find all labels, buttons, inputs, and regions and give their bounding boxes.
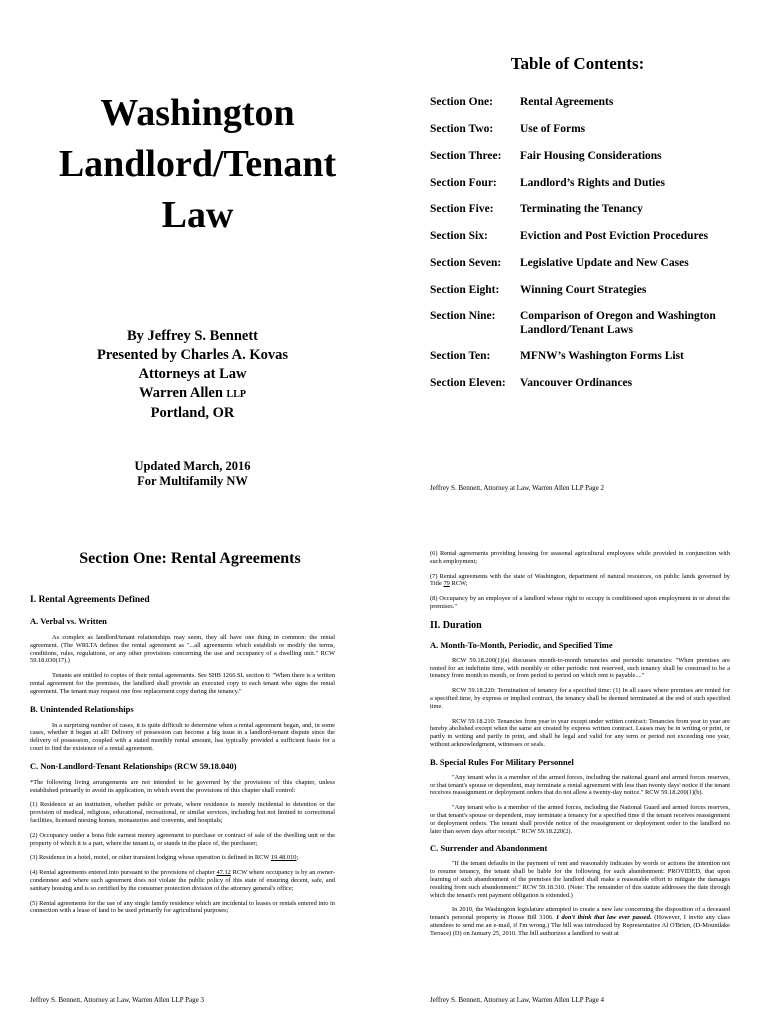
heading-month-to-month: A. Month-To-Month, Periodic, and Specified Time bbox=[430, 639, 613, 650]
author-line: Attorneys at Law bbox=[138, 366, 247, 382]
rcw-link[interactable]: 79 bbox=[443, 580, 450, 588]
toc-section-title: Vancouver Ordinances bbox=[520, 377, 633, 389]
text-run: (However, I invite any class attendees to send me an e-mail, if I'm wrong.) The bill was introduced by Representative Al O'Brien, (D-Mountlake Terrace) (D) on January 25, 2010. The bill authorizes a landlord to wait at bbox=[430, 914, 730, 937]
rcw-link[interactable]: 47.12 bbox=[216, 869, 231, 877]
firm-llp: LLP bbox=[226, 389, 246, 400]
toc-section-title: MFNW’s Washington Forms List bbox=[520, 350, 684, 362]
emphasis-text: I don't think that law ever passed. bbox=[556, 914, 652, 922]
heading-rental-agreements-defined: I. Rental Agreements Defined bbox=[30, 595, 150, 605]
toc-section: Section Eight: bbox=[430, 284, 500, 296]
title-line: Law bbox=[161, 194, 234, 236]
toc-section-title: Fair Housing Considerations bbox=[520, 150, 662, 162]
toc-section-title: Use of Forms bbox=[520, 123, 586, 135]
paragraph bbox=[430, 906, 730, 937]
author-line: By Jeffrey S. Bennett bbox=[126, 328, 259, 344]
heading-verbal-vs-written: A. Verbal vs. Written bbox=[30, 616, 107, 626]
text-run: (4) Rental agreements entered into pursuant to the provisions of chapter bbox=[30, 869, 217, 877]
paragraph: Tenants are entitled to copies of their rental agreements. See SHB 1266.SL section 6: "When there is a written rental agreement for the premises, the landlord shall provide an executed copy to each tenant who signs the rental agreement. The tenant may request one free replacement copy during the tenancy." bbox=[30, 672, 335, 695]
toc-section-title: Terminating the Tenancy bbox=[520, 203, 643, 215]
page3-body bbox=[30, 594, 335, 915]
toc-section-title: Eviction and Post Eviction Procedures bbox=[520, 230, 709, 242]
text-run: RCW; bbox=[449, 580, 468, 588]
paragraph bbox=[30, 869, 335, 892]
document-title bbox=[40, 88, 355, 241]
page4-body bbox=[430, 550, 730, 938]
toc-section: Section Three: bbox=[430, 150, 502, 162]
paragraph: In a surprising number of cases, it is quite difficult to determine when a rental agreement began, and, in some cases, whether it began at all! Delivery of possession can become a big issue in a landlord-tenant dispute since the delivery of possession, coupled with a stated monthly rental amount, has typically provided a sufficient basis for a court to find the existence of a rental agreement. bbox=[30, 721, 335, 752]
author-line bbox=[60, 384, 325, 404]
paragraph bbox=[30, 854, 335, 862]
title-line: Washington bbox=[100, 92, 295, 134]
toc-section-title: Rental Agreements bbox=[520, 96, 614, 108]
updated-line: Updated March, 2016 bbox=[134, 459, 251, 473]
toc-section: Section One: bbox=[430, 96, 493, 108]
updated-block bbox=[60, 459, 325, 489]
heading-surrender-abandonment: C. Surrender and Abandonment bbox=[430, 843, 548, 854]
paragraph: RCW 59.18.210: Tenancies from year to year except under written contract: Tenancies from year to year are hereby abolished except when the same are created by express written contract. Leases may be in writing or print, or partly in writing and partly in print, and shall be legal and valid for any term or period not exceeding one year, without acknowledgment, witnesses or seals. bbox=[430, 717, 730, 748]
toc-section-title: Landlord’s Rights and Duties bbox=[520, 177, 665, 189]
text-run: (7) Rental agreements with the state of Washington, department of natural resources, on public lands governed by Title bbox=[430, 572, 730, 588]
text-run: In 2010, the Washington legislature attempted to create a new law concerning the disposition of a deceased tenant's personal property in House Bill 3106. bbox=[430, 906, 730, 922]
heading-military-personnel: B. Special Rules For Military Personnel bbox=[430, 756, 574, 767]
text-run: RCW where occupancy is by an owner-condemnee and where such agreement does not violate the public policy of this state of ensuring decent, safe, and sanitary housing and is so certified by the consumer protection division of the attorney general's office; bbox=[30, 869, 335, 892]
toc-section: Section Nine: bbox=[430, 310, 496, 322]
toc-section: Section Six: bbox=[430, 230, 488, 242]
title-line: Landlord/Tenant bbox=[58, 143, 337, 185]
author-line: Presented by Charles A. Kovas bbox=[96, 347, 289, 363]
paragraph: "Any tenant who is a member of the armed forces, including the National Guard and armed forces reserves, or that tenant's spouse or dependent, may terminate a tenancy for a specified time if the tenant receives reassignment or deployment orders. The tenant shall provide notice of the reassignment or deployment order to the landlord no later than seven days after receipt." RCW 59.18.220(2). bbox=[430, 804, 730, 835]
text-run: ; bbox=[296, 854, 299, 862]
toc-section-title: Comparison of Oregon and Washington Landlord/Tenant Laws bbox=[520, 310, 716, 336]
updated-line: For Multifamily NW bbox=[137, 474, 248, 488]
heading-non-landlord-tenant: C. Non-Landlord-Tenant Relationships (RCW 59.18.040) bbox=[30, 760, 237, 771]
toc-section: Section Five: bbox=[430, 203, 494, 215]
page-footer: Jeffrey S. Bennett, Attorney at Law, Warren Allen LLP Page 2 bbox=[430, 484, 605, 492]
toc-title: Table of Contents: bbox=[510, 54, 645, 73]
heading-duration: II. Duration bbox=[430, 619, 482, 631]
section-heading: Section One: Rental Agreements bbox=[79, 550, 301, 567]
paragraph: "Any tenant who is a member of the armed forces, including the national guard and armed forces reserves, or that tenant's spouse or dependent, may terminate a rental agreement with less than twenty days' notice if the tenant receives reassignment or deployment orders that do not allow a twenty-day notice." RCW 59.18.200(1)(b). bbox=[430, 773, 730, 797]
text-run: (3) Residence in a hotel, motel, or other transient lodging whose operation is defined in RCW bbox=[30, 854, 271, 862]
paragraph: (2) Occupancy under a bona fide earnest money agreement to purchase or contract of sale of the dwelling unit or the property of which it is a part, where the tenant is, or stands in the place of, the purchaser; bbox=[30, 831, 335, 847]
toc-section-title: Legislative Update and New Cases bbox=[520, 257, 689, 269]
paragraph: (6) Rental agreements providing housing for seasonal agricultural employees while provided in conjunction with such employment; bbox=[430, 550, 730, 565]
paragraph: (1) Residence at an institution, whether public or private, where residence is merely incidental to detention or the provision of medical, religious, educational, recreational, or similar services, including but not limited to correctional facilities, licensed nursing homes, monasteries and convents, and hospitals; bbox=[30, 801, 335, 824]
paragraph bbox=[430, 573, 730, 589]
rcw-link[interactable]: 19.48.010 bbox=[270, 854, 297, 862]
paragraph: As complex as landlord/tenant relationships may seem, they all have one thing in common: the rental agreement. (The WRLTA defines the rental agreement as "...all agreements which establish or modify the terms, conditions, rules, regulations, or any other provisions concerning the use and occupancy of a dwelling unit." RCW 59.18.030(17).) bbox=[30, 634, 335, 665]
author-block bbox=[60, 327, 325, 423]
paragraph: RCW 59.18.200(1)(a) discusses month-to-month tenancies and periodic tenancies: "When premises are rented for an indefinite time, with monthly or other periodic rent reserved, such tenancy shall be construed to be a tenancy from month to month, or from period to period on which rent is payable...." bbox=[430, 656, 730, 680]
page-footer: Jeffrey S. Bennett, Attorney at Law, Warren Allen LLP Page 3 bbox=[30, 996, 205, 1004]
toc-section-title: Winning Court Strategies bbox=[520, 284, 647, 296]
paragraph: *The following living arrangements are not intended to be governed by the provisions of this chapter, unless established primarily to avoid its application, in which event the provisions of this chapter shall control: bbox=[30, 778, 335, 794]
paragraph: RCW 59.18.220: Termination of tenancy for a specified time: (1) In all cases where premises are rented for a specified time, by express or implied contract, the tenancy shall be deemed terminated at the end of such specified time. bbox=[430, 687, 730, 710]
heading-unintended-relationships: B. Unintended Relationships bbox=[30, 703, 134, 714]
paragraph: "If the tenant defaults in the payment of rent and reasonably indicates by words or actions the intention not to resume tenancy, the tenant shall be liable for the following for such abandonment: PROVIDED, that upon learning of such abandonment of the premises the landlord shall make a reasonable effort to mitigate the damages resulting from such abandonment:" RCW 59.18.310. (Note: The remainder of this statute addresses the date through which the tenant's rent payment obligation is extended.) bbox=[430, 860, 730, 899]
page-footer: Jeffrey S. Bennett, Attorney at Law, Warren Allen LLP Page 4 bbox=[430, 996, 605, 1004]
toc-section: Section Eleven: bbox=[430, 377, 506, 389]
paragraph: (8) Occupancy by an employee of a landlord whose right to occupy is conditioned upon employment in or about the premises." bbox=[430, 595, 730, 610]
toc-section: Section Two: bbox=[430, 123, 494, 135]
firm-name: Warren Allen bbox=[139, 385, 227, 401]
author-line: Portland, OR bbox=[150, 405, 235, 421]
toc-section: Section Seven: bbox=[430, 257, 502, 269]
toc-section: Section Ten: bbox=[430, 350, 491, 362]
toc-section: Section Four: bbox=[430, 177, 497, 189]
paragraph: (5) Rental agreements for the use of any single family residence which are incidental to leases or rentals entered into in connection with a lease of land to be used primarily for agricultural purposes; bbox=[30, 899, 335, 915]
